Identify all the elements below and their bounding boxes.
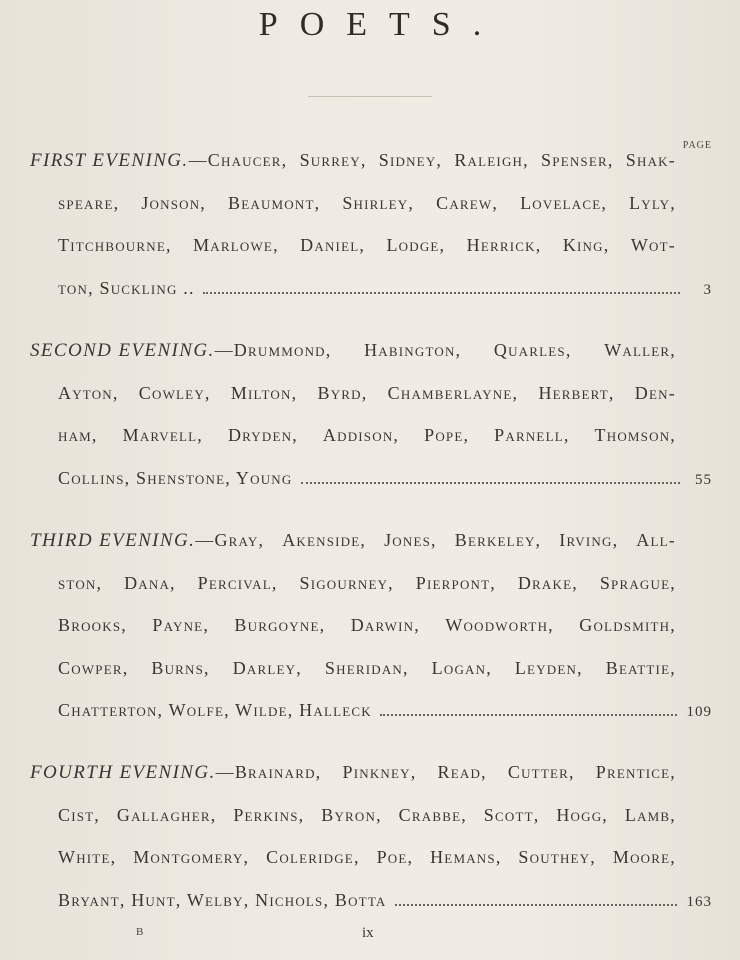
evening-label: THIRD EVENING. — [30, 530, 196, 551]
line-word: Beattie, — [605, 657, 676, 678]
line-word: Milton, — [230, 382, 298, 403]
page-title: POETS. — [258, 6, 504, 43]
line-word: Jones, — [384, 530, 437, 550]
line-word: Wot- — [630, 235, 676, 255]
line-word: Shak- — [625, 150, 676, 170]
line-word: Burgoyne, — [234, 615, 326, 635]
line-word: Sprague, — [599, 572, 676, 593]
line-word: Hogg, — [556, 804, 608, 825]
line-word: All- — [636, 530, 676, 550]
line-word: Brooks, — [58, 615, 127, 635]
signature-mark: B — [136, 926, 144, 938]
evening-label-group — [30, 150, 287, 172]
toc-entry-last-line — [58, 890, 712, 911]
line-word: Jonson, — [141, 192, 207, 213]
line-word: Crabbe, — [398, 804, 467, 825]
toc-entry-line — [30, 340, 676, 362]
line-word: ston, — [58, 572, 103, 593]
line-word: Quarles, — [493, 340, 572, 360]
line-word: speare, — [58, 192, 120, 213]
line-word: Beaumont, — [228, 192, 321, 213]
page-number: 109 — [686, 704, 712, 720]
line-word: Daniel, — [300, 235, 366, 255]
line-word: Byrd, — [317, 382, 368, 403]
toc-entry-line — [58, 847, 676, 868]
line-word: Coleridge, — [266, 847, 360, 867]
line-word: Shirley, — [342, 192, 415, 213]
line-word: Lodge, — [386, 235, 446, 255]
toc-line-text: ton, Suckling .. — [58, 277, 195, 298]
line-word: Lovelace, — [520, 192, 608, 213]
toc-entry-line — [58, 425, 676, 446]
line-word: Poe, — [376, 847, 414, 867]
line-word: Lyly, — [629, 192, 676, 213]
line-word: —Chaucer, — [188, 150, 288, 170]
toc-entry-line — [58, 573, 676, 594]
page-number: 3 — [703, 281, 712, 298]
line-word: Addison, — [322, 425, 400, 445]
toc-entry-last-line — [58, 700, 712, 721]
page-number: 55 — [695, 471, 712, 488]
dot-leader — [203, 292, 680, 294]
line-word: Parnell, — [494, 425, 570, 445]
line-word: Payne, — [152, 615, 210, 635]
line-word: Gallagher, — [116, 804, 217, 825]
line-word: Scott, — [483, 804, 540, 825]
line-word: Cowley, — [138, 382, 211, 403]
line-word: Berkeley, — [454, 530, 542, 550]
toc-entry-line — [58, 193, 676, 214]
line-word: Leyden, — [514, 657, 583, 678]
line-word: Akenside, — [282, 530, 367, 550]
line-word: Cowper, — [58, 657, 129, 678]
dot-leader — [395, 904, 677, 906]
line-word: Drake, — [517, 572, 578, 593]
line-word: —Drummond, — [214, 340, 332, 360]
line-word: Surrey, — [299, 150, 367, 170]
line-word: Lamb, — [624, 804, 676, 825]
evening-label-group — [30, 530, 264, 552]
toc-entry-line — [30, 530, 676, 552]
toc-entry-line — [58, 235, 676, 256]
title-rule — [308, 96, 432, 97]
line-word: —Gray, — [195, 530, 265, 550]
evening-label: FOURTH EVENING. — [30, 762, 216, 783]
line-word: Dryden, — [227, 425, 298, 445]
line-word: ham, — [58, 425, 98, 445]
line-word: Carew, — [436, 192, 499, 213]
line-word: Cist, — [58, 804, 101, 825]
folio-number: ix — [362, 925, 374, 941]
toc-entry-line — [58, 658, 676, 679]
toc-line-text: Chatterton, Wolfe, Wilde, Halleck — [58, 700, 372, 720]
line-word: Titchbourne, — [58, 235, 172, 255]
evening-label-group — [30, 762, 321, 784]
line-word: —Brainard, — [215, 762, 322, 782]
line-word: Raleigh, — [454, 150, 529, 170]
line-word: Hemans, — [430, 847, 502, 867]
line-word: Read, — [437, 762, 487, 782]
line-word: Perkins, — [233, 804, 305, 825]
toc-entry-line — [58, 383, 676, 404]
toc-entry-line — [58, 615, 676, 636]
line-word: Spenser, — [541, 150, 614, 170]
line-word: Chamberlayne, — [387, 382, 519, 403]
line-word: White, — [58, 847, 117, 867]
page-column-heading: PAGE — [682, 140, 712, 151]
dot-leader — [380, 714, 677, 716]
page-number: 163 — [686, 893, 712, 910]
line-word: Thomson, — [594, 425, 676, 445]
line-word: Logan, — [431, 657, 492, 678]
toc-entry-line — [30, 150, 676, 172]
line-word: Sigourney, — [299, 572, 394, 593]
line-word: Marvell, — [122, 425, 203, 445]
line-word: Herrick, — [466, 235, 542, 255]
line-word: Moore, — [612, 847, 676, 867]
line-word: Goldsmith, — [579, 615, 676, 635]
line-word: Montgomery, — [133, 847, 250, 867]
line-word: Burns, — [151, 657, 210, 678]
evening-label: SECOND EVENING. — [30, 340, 215, 361]
line-word: Sidney, — [378, 150, 443, 170]
line-word: Southey, — [518, 847, 596, 867]
line-word: Marlowe, — [193, 235, 279, 255]
line-word: Dana, — [124, 572, 176, 593]
line-word: Pierpont, — [415, 572, 496, 593]
toc-line-text: Bryant, Hunt, Welby, Nichols, Botta — [58, 889, 387, 910]
line-word: Pope, — [424, 425, 470, 445]
line-word: Prentice, — [595, 762, 676, 782]
line-word: Woodworth, — [445, 615, 554, 635]
evening-label: FIRST EVENING. — [30, 150, 189, 171]
evening-label-group — [30, 340, 331, 362]
line-word: Darley, — [232, 657, 302, 678]
line-word: Cutter, — [507, 762, 575, 782]
toc-entry-line — [30, 762, 676, 784]
line-word: King, — [562, 235, 610, 255]
line-word: Irving, — [559, 530, 619, 550]
line-word: Waller, — [604, 340, 676, 360]
line-word: Habington, — [364, 340, 462, 360]
line-word: Percival, — [197, 572, 278, 593]
dot-leader — [301, 482, 681, 484]
line-word: Sheridan, — [324, 657, 409, 678]
toc-line-text: Collins, Shenstone, Young — [58, 467, 293, 488]
line-word: Pinkney, — [342, 762, 417, 782]
toc-entry-line — [58, 805, 676, 826]
line-word: Ayton, — [58, 382, 119, 403]
line-word: Den- — [634, 382, 676, 403]
line-word: Byron, — [321, 804, 382, 825]
toc-entry-last-line — [58, 278, 712, 299]
line-word: Herbert, — [538, 382, 615, 403]
toc-entry-last-line — [58, 468, 712, 489]
line-word: Darwin, — [350, 615, 420, 635]
